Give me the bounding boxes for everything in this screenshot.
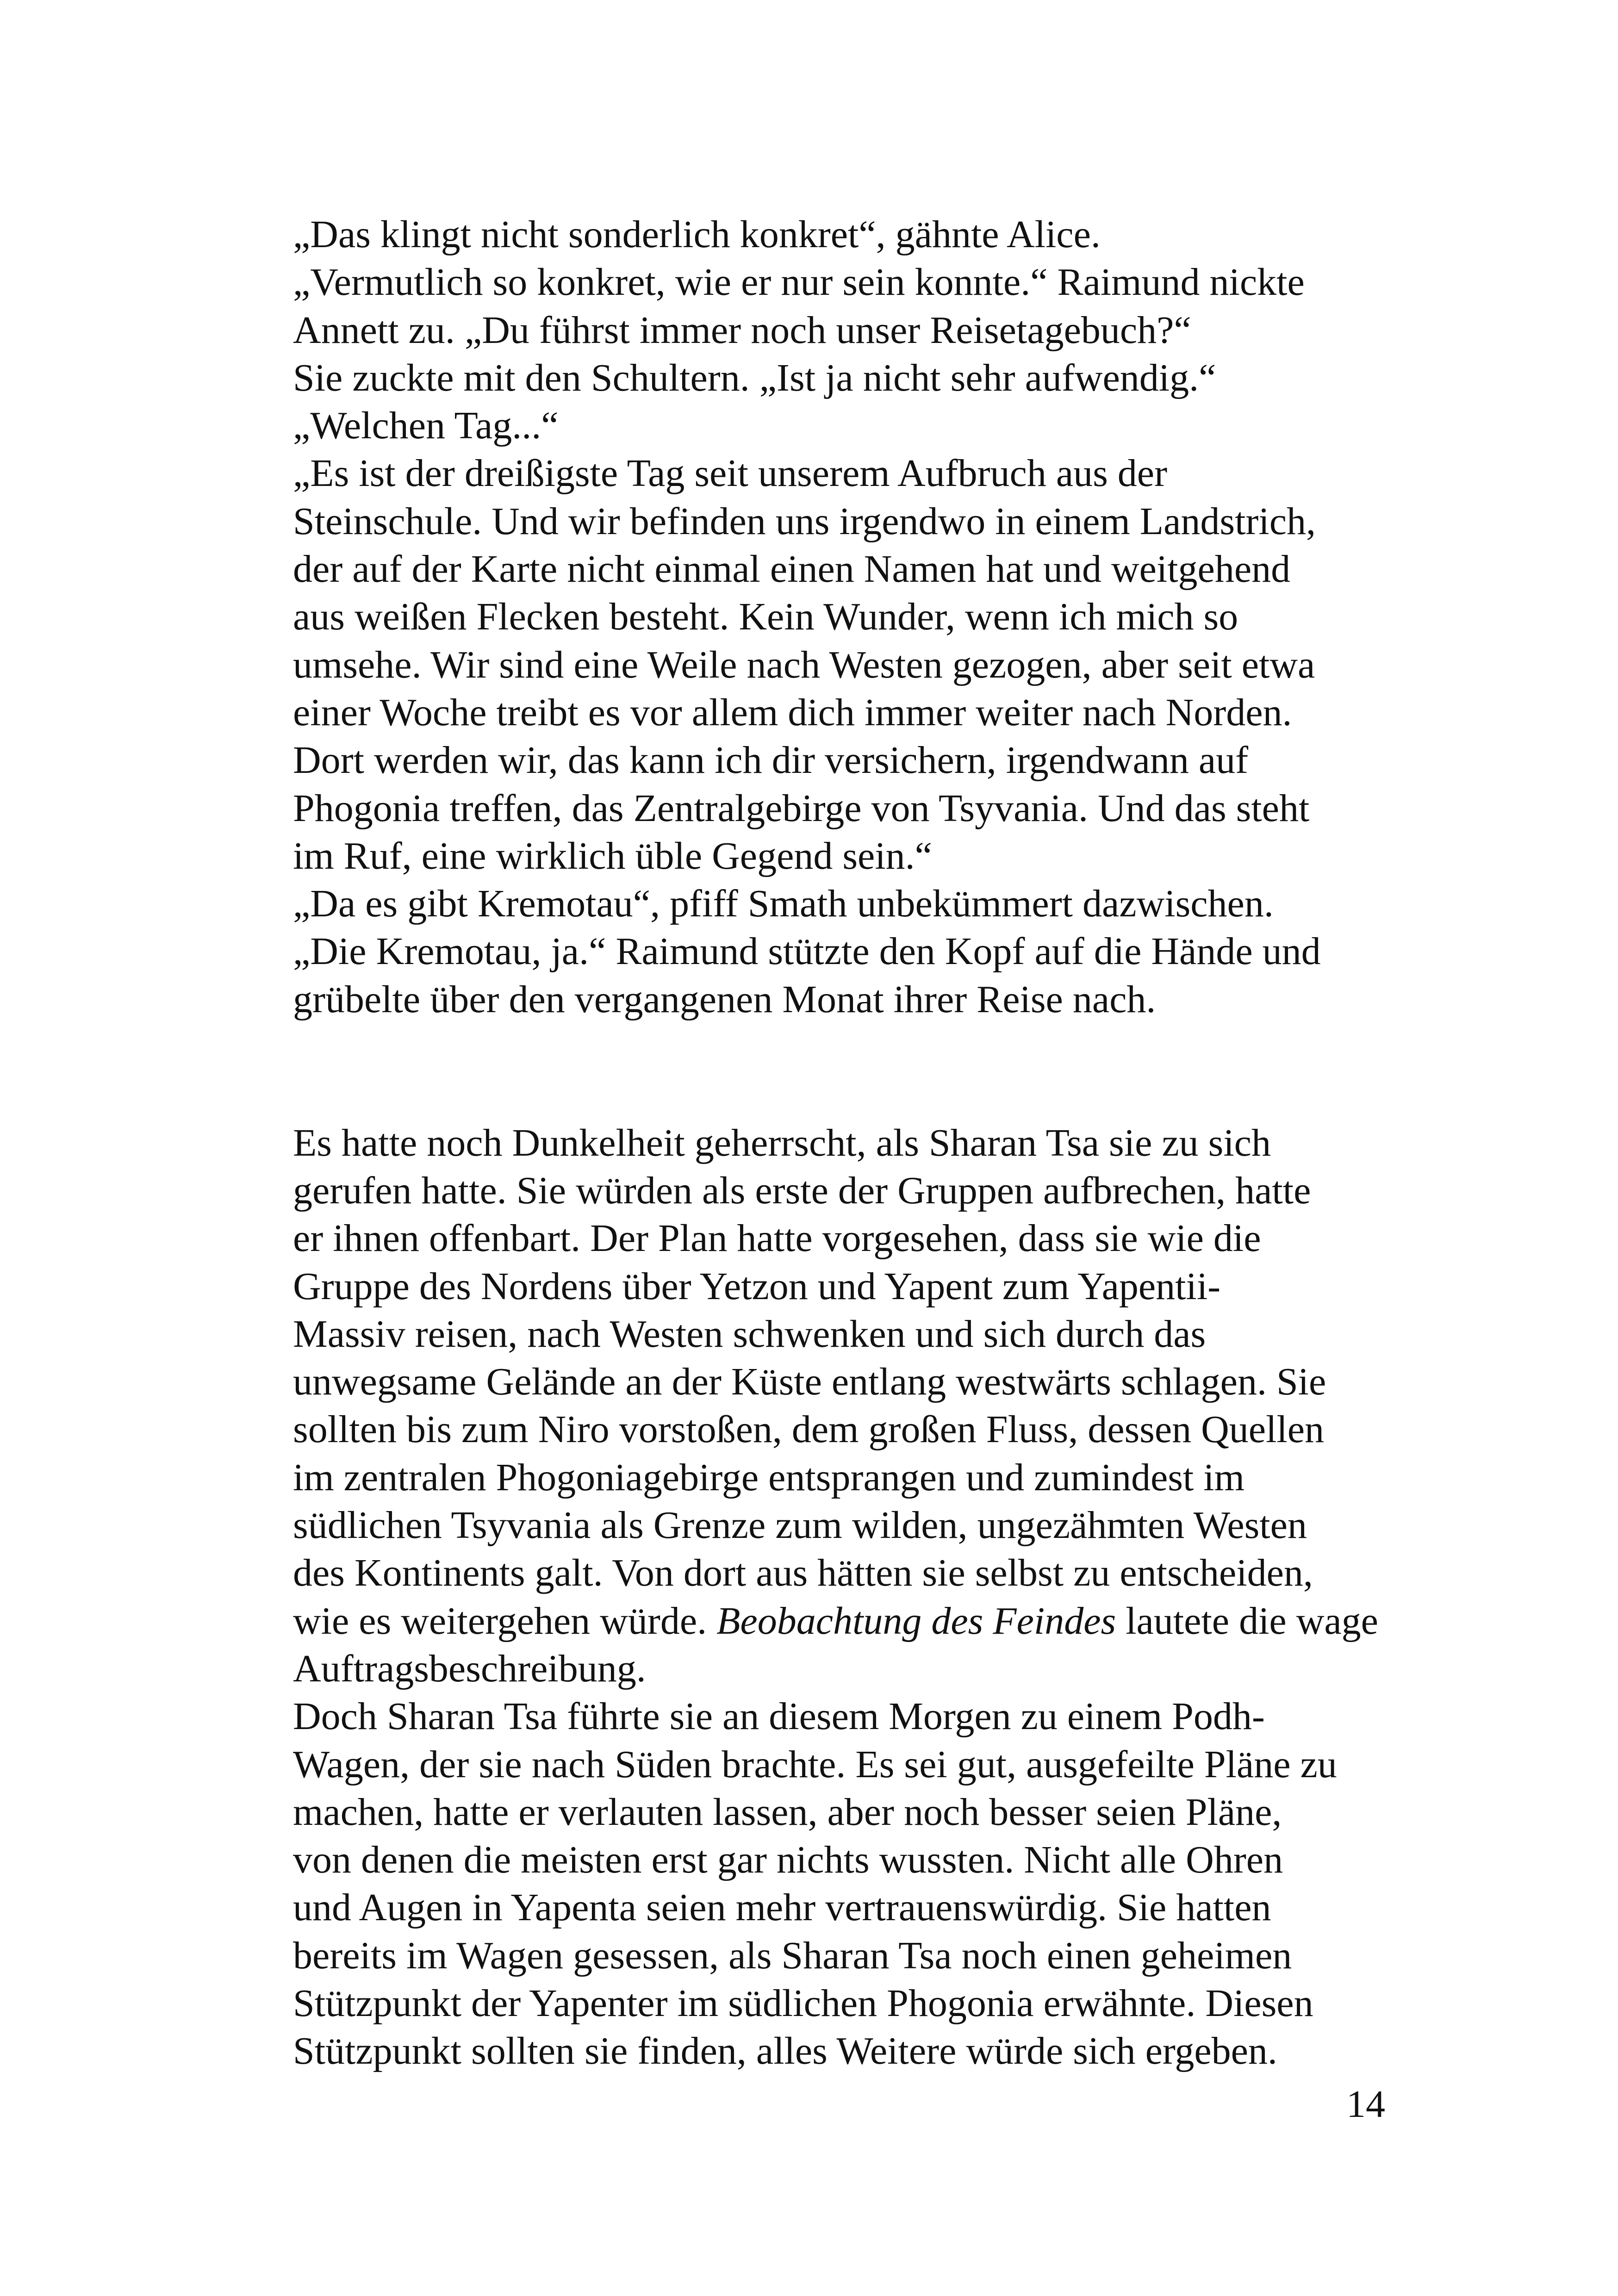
text-line-with-italic [293, 1597, 1404, 1645]
text-line: „Da es gibt Kremotau“, pfiff Smath unbekümmert dazwischen. [293, 882, 1274, 926]
text-line: grübelte über den vergangenen Monat ihrer Reise nach. [293, 977, 1156, 1021]
text-line: Sie zuckte mit den Schultern. „Ist ja nicht sehr aufwendig.“ [293, 356, 1216, 399]
text-line: Stützpunkt sollten sie finden, alles Weitere würde sich ergeben. [293, 2029, 1277, 2073]
text-line: Auftragsbeschreibung. [293, 1647, 646, 1690]
text-line: „Es ist der dreißigste Tag seit unserem Aufbruch aus der [293, 452, 1168, 495]
text-line: unwegsame Gelände an der Küste entlang westwärts schlagen. Sie [293, 1360, 1326, 1404]
text-line: Phogonia treffen, das Zentralgebirge von Tsyvania. Und das steht [293, 786, 1310, 830]
text-line: aus weißen Flecken besteht. Kein Wunder, wenn ich mich so [293, 595, 1238, 639]
text-line: Annett zu. „Du führst immer noch unser Reisetagebuch?“ [293, 308, 1191, 352]
text-line: Steinschule. Und wir befinden uns irgendwo in einem Landstrich, [293, 499, 1316, 543]
text-line: „Vermutlich so konkret, wie er nur sein konnte.“ Raimund nickte [293, 261, 1305, 304]
text-line: Es hatte noch Dunkelheit geherrscht, als Sharan Tsa sie zu sich [293, 1121, 1271, 1164]
text-line: im Ruf, eine wirklich üble Gegend sein.“ [293, 834, 932, 877]
text-line: sollten bis zum Niro vorstoßen, dem großen Fluss, dessen Quellen [293, 1408, 1325, 1451]
text-line: Wagen, der sie nach Süden brachte. Es sei gut, ausgefeilte Pläne zu [293, 1742, 1337, 1786]
text-line: Stützpunkt der Yapenter im südlichen Phogonia erwähnte. Diesen [293, 1981, 1313, 2025]
text-line: der auf der Karte nicht einmal einen Namen hat und weitgehend [293, 548, 1291, 591]
text-line: „Die Kremotau, ja.“ Raimund stützte den Kopf auf die Hände und [293, 930, 1321, 973]
text-line: gerufen hatte. Sie würden als erste der Gruppen aufbrechen, hatte [293, 1169, 1311, 1212]
text-segment: lautete die wage [1116, 1599, 1378, 1643]
text-line: des Kontinents galt. Von dort aus hätten sie selbst zu entscheiden, [293, 1551, 1313, 1595]
text-line: Gruppe des Nordens über Yetzon und Yapent zum Yapentii- [293, 1264, 1221, 1308]
text-line: von denen die meisten erst gar nichts wussten. Nicht alle Ohren [293, 1838, 1283, 1882]
text-line: umsehe. Wir sind eine Weile nach Westen gezogen, aber seit etwa [293, 643, 1315, 686]
text-line: „Das klingt nicht sonderlich konkret“, gähnte Alice. [293, 213, 1101, 256]
section-break [293, 1023, 1404, 1119]
text-line: Massiv reisen, nach Westen schwenken und sich durch das [293, 1312, 1206, 1356]
text-line: Dort werden wir, das kann ich dir versichern, irgendwann auf [293, 739, 1249, 782]
text-line: bereits im Wagen gesessen, als Sharan Tsa noch einen geheimen [293, 1934, 1292, 1977]
text-line: und Augen in Yapenta seien mehr vertrauenswürdig. Sie hatten [293, 1886, 1271, 1929]
text-line: „Welchen Tag...“ [293, 404, 559, 448]
text-line: Doch Sharan Tsa führte sie an diesem Morgen zu einem Podh- [293, 1695, 1265, 1738]
paragraph-dialogue [293, 211, 1404, 1023]
text-line: südlichen Tsyvania als Grenze zum wilden, ungezähmten Westen [293, 1504, 1307, 1547]
text-line: einer Woche treibt es vor allem dich immer weiter nach Norden. [293, 691, 1292, 734]
text-line: er ihnen offenbart. Der Plan hatte vorgesehen, dass sie wie die [293, 1217, 1261, 1260]
text-segment: wie es weitergehen würde. [293, 1599, 717, 1643]
body-text [293, 211, 1404, 2075]
paragraph-narrative [293, 1119, 1404, 2075]
page-number: 14 [1346, 2083, 1385, 2126]
text-line: machen, hatte er verlauten lassen, aber noch besser seien Pläne, [293, 1790, 1282, 1834]
italic-title: Beobachtung des Feindes [716, 1599, 1116, 1643]
text-line: im zentralen Phogoniagebirge entsprangen und zumindest im [293, 1456, 1245, 1499]
